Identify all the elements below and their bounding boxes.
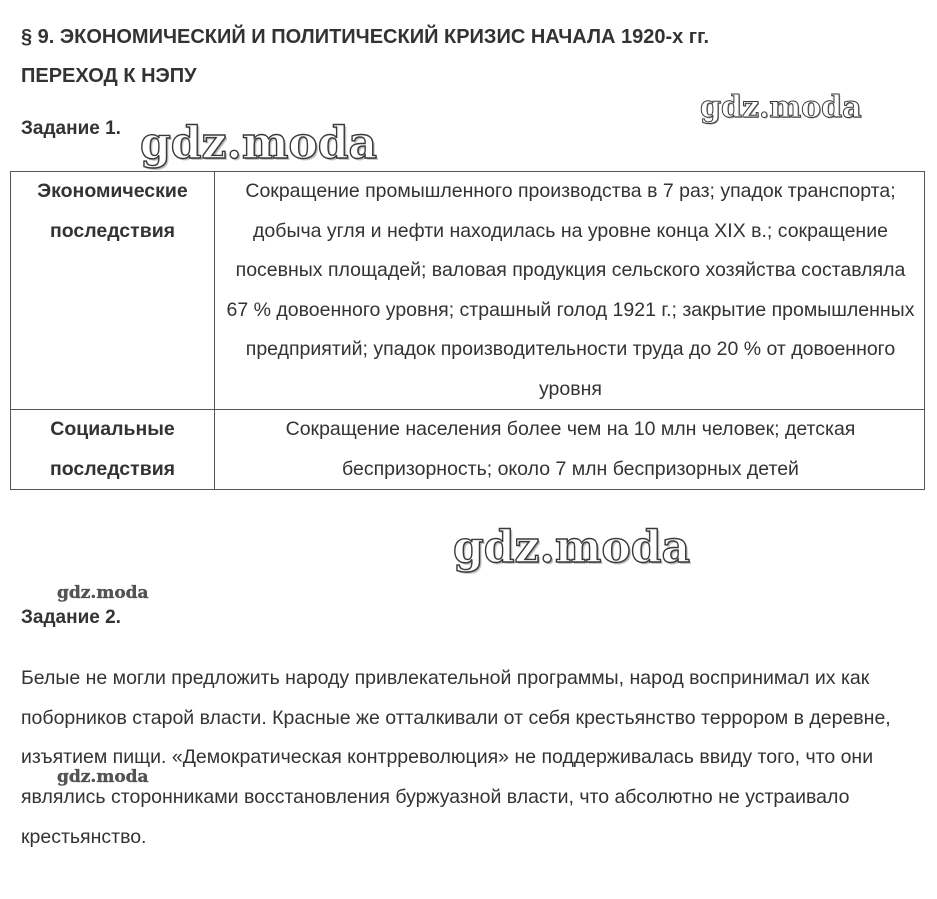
row-body-social: Сокращение населения более чем на 10 млн человек; детская беспризорность; около 7 млн беспризорных детей bbox=[215, 410, 925, 490]
watermark-logo: gdz.moda bbox=[453, 522, 691, 573]
table-row bbox=[11, 410, 925, 490]
section-heading-line-1: § 9. ЭКОНОМИЧЕСКИЙ И ПОЛИТИЧЕСКИЙ КРИЗИС НАЧАЛА 1920-х гг. bbox=[21, 26, 710, 48]
consequences-table bbox=[10, 171, 925, 490]
watermark-logo: gdz.moda bbox=[140, 118, 378, 169]
row-header-line: Экономические bbox=[37, 180, 188, 202]
section-heading bbox=[21, 18, 921, 96]
row-header-line: Социальные bbox=[50, 418, 175, 440]
table-row bbox=[11, 172, 925, 410]
section-heading-line-2: ПЕРЕХОД К НЭПУ bbox=[21, 65, 197, 87]
row-header-social bbox=[11, 410, 215, 490]
row-header-economic bbox=[11, 172, 215, 410]
watermark-logo: gdz.moda bbox=[57, 583, 149, 603]
row-body-economic: Сокращение промышленного производства в 7 раз; упадок транспорта; добыча угля и нефти находилась на уровне конца XIX в.; сокращение посевных площадей; валовая продукция сельского хозяйства составляла 67 % довоенного уровня; страшный голод 1921 г.; закрытие промышленных предприятий; упадок производительности труда до 20 % от довоенного уровня bbox=[215, 172, 925, 410]
row-header-line: последствия bbox=[49, 457, 176, 480]
row-header-line: последствия bbox=[49, 219, 176, 242]
task-2-answer-text: Белые не могли предложить народу привлекательной программы, народ воспринимал их как поборников старой власти. Красные же отталкивали от себя крестьянство террором в деревне, изъятием пищи. «Демократическая контрреволюция» не поддерживалась ввиду того, что они являлись сторонниками восстановления буржуазной власти, что абсолютно не устраивало крестьянство. bbox=[21, 667, 891, 848]
watermark-logo: gdz.moda bbox=[57, 767, 149, 787]
task-2-label: Задание 2. bbox=[21, 607, 121, 628]
watermark-logo: gdz.moda bbox=[700, 90, 862, 125]
task-1-label: Задание 1. bbox=[21, 118, 121, 139]
